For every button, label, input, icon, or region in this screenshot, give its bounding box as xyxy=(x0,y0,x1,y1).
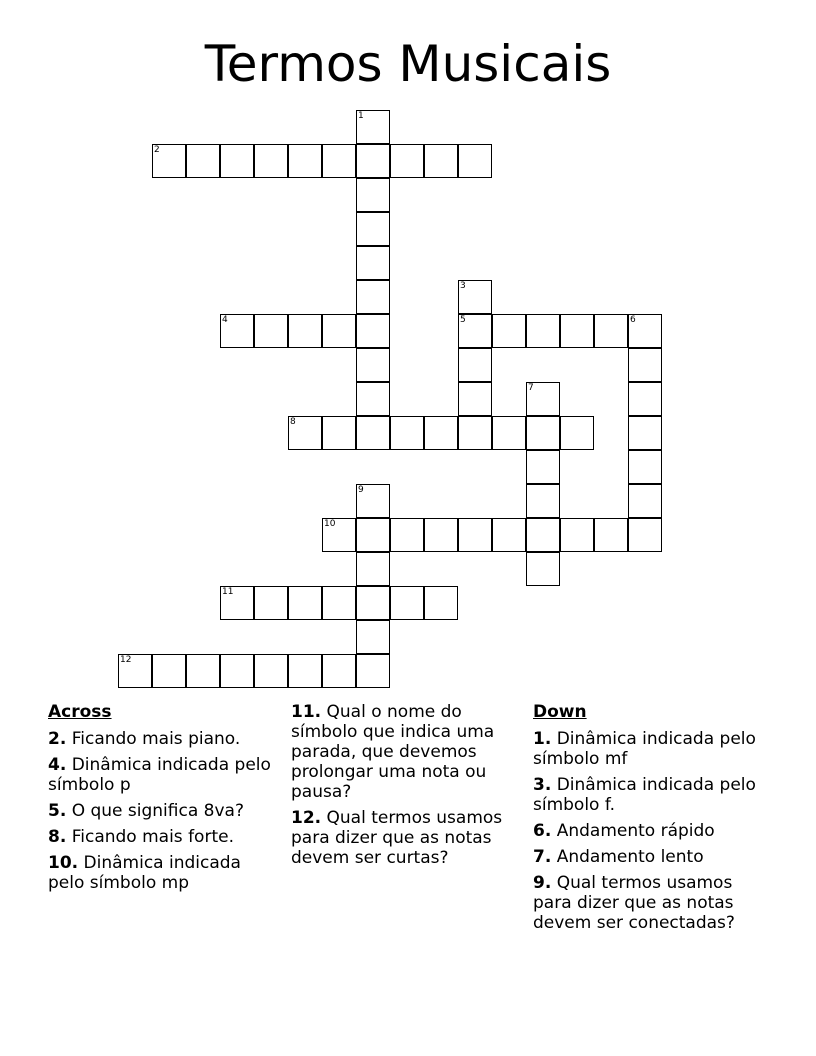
clue xyxy=(48,729,273,749)
clue-number: 11 xyxy=(222,587,234,597)
clue-text: Dinâmica indicada pelo símbolo p xyxy=(48,755,271,795)
clue xyxy=(48,853,273,893)
clue-number: 6 xyxy=(630,315,636,325)
clue xyxy=(48,755,273,795)
grid-cell[interactable] xyxy=(186,654,220,688)
clue-number: 10 xyxy=(324,519,336,529)
grid-cell[interactable] xyxy=(390,144,424,178)
grid-cell[interactable] xyxy=(356,620,390,654)
grid-cell[interactable] xyxy=(356,484,390,518)
grid-cell[interactable] xyxy=(526,450,560,484)
clue-text: Andamento rápido xyxy=(556,821,715,841)
grid-cell[interactable] xyxy=(560,314,594,348)
grid-cell[interactable] xyxy=(526,314,560,348)
grid-cell[interactable] xyxy=(628,450,662,484)
grid-cell[interactable] xyxy=(254,586,288,620)
grid-cell[interactable] xyxy=(322,144,356,178)
grid-cell[interactable] xyxy=(390,586,424,620)
clue-number: 8. xyxy=(48,827,67,847)
clue-number: 5 xyxy=(460,315,466,325)
grid-cell[interactable] xyxy=(220,586,254,620)
clue-number: 11. xyxy=(291,702,322,722)
grid-cell[interactable] xyxy=(458,280,492,314)
clue-number: 2 xyxy=(154,145,160,155)
clue-text: Ficando mais piano. xyxy=(71,729,241,749)
grid-cell[interactable] xyxy=(424,416,458,450)
grid-cell[interactable] xyxy=(356,552,390,586)
grid-cell[interactable] xyxy=(254,144,288,178)
grid-cell[interactable] xyxy=(526,416,560,450)
grid-cell[interactable] xyxy=(254,654,288,688)
clue-number: 3 xyxy=(460,281,466,291)
clue-text: Andamento lento xyxy=(556,847,704,867)
grid-cell[interactable] xyxy=(356,348,390,382)
grid-cell[interactable] xyxy=(424,518,458,552)
clue-text: Ficando mais forte. xyxy=(71,827,234,847)
clue-text: O que significa 8va? xyxy=(71,801,244,821)
grid-cell[interactable] xyxy=(458,144,492,178)
clue-number: 8 xyxy=(290,417,296,427)
clue xyxy=(291,808,519,868)
grid-cell[interactable] xyxy=(356,518,390,552)
grid-cell[interactable] xyxy=(118,654,152,688)
grid-cell[interactable] xyxy=(356,178,390,212)
grid-cell[interactable] xyxy=(356,212,390,246)
clue-number: 9. xyxy=(533,873,552,893)
grid-cell[interactable] xyxy=(254,314,288,348)
across-clues-column-2 xyxy=(291,702,519,874)
grid-cell[interactable] xyxy=(322,654,356,688)
grid-cell[interactable] xyxy=(322,586,356,620)
grid-cell[interactable] xyxy=(356,314,390,348)
clue-text: Qual termos usamos para dizer que as notas devem ser conectadas? xyxy=(533,873,735,933)
clue-number: 5. xyxy=(48,801,67,821)
grid-cell[interactable] xyxy=(594,518,628,552)
grid-cell[interactable] xyxy=(356,144,390,178)
grid-cell[interactable] xyxy=(628,348,662,382)
grid-cell[interactable] xyxy=(390,416,424,450)
clue-number: 1. xyxy=(533,729,552,749)
clue xyxy=(291,702,519,802)
grid-cell[interactable] xyxy=(288,144,322,178)
grid-cell[interactable] xyxy=(628,518,662,552)
grid-cell[interactable] xyxy=(356,416,390,450)
grid-cell[interactable] xyxy=(492,416,526,450)
clue-number: 12 xyxy=(120,655,132,665)
clue-text: Dinâmica indicada pelo símbolo mp xyxy=(48,853,241,893)
clue-number: 2. xyxy=(48,729,67,749)
grid-cell[interactable] xyxy=(220,314,254,348)
clue xyxy=(533,873,758,933)
down-clues-column xyxy=(533,702,758,939)
clue-number: 1 xyxy=(358,111,364,121)
grid-cell[interactable] xyxy=(492,314,526,348)
grid-cell[interactable] xyxy=(322,518,356,552)
clue-number: 3. xyxy=(533,775,552,795)
grid-cell[interactable] xyxy=(424,144,458,178)
grid-cell[interactable] xyxy=(356,654,390,688)
grid-cell[interactable] xyxy=(526,382,560,416)
grid-cell[interactable] xyxy=(356,246,390,280)
grid-cell[interactable] xyxy=(628,382,662,416)
grid-cell[interactable] xyxy=(186,144,220,178)
grid-cell[interactable] xyxy=(458,348,492,382)
grid-cell[interactable] xyxy=(288,586,322,620)
grid-cell[interactable] xyxy=(458,518,492,552)
clue xyxy=(48,801,273,821)
clue-number: 4. xyxy=(48,755,67,775)
clue-number: 7 xyxy=(528,383,534,393)
clue xyxy=(48,827,273,847)
grid-cell[interactable] xyxy=(458,416,492,450)
grid-cell[interactable] xyxy=(526,552,560,586)
clue-number: 7. xyxy=(533,847,552,867)
clue xyxy=(533,821,758,841)
grid-cell[interactable] xyxy=(492,518,526,552)
grid-cell[interactable] xyxy=(424,586,458,620)
grid-cell[interactable] xyxy=(288,416,322,450)
grid-cell[interactable] xyxy=(560,416,594,450)
grid-cell[interactable] xyxy=(356,110,390,144)
clue-text: Dinâmica indicada pelo símbolo f. xyxy=(533,775,756,815)
grid-cell[interactable] xyxy=(322,416,356,450)
grid-cell[interactable] xyxy=(458,314,492,348)
clue xyxy=(533,775,758,815)
grid-cell[interactable] xyxy=(458,382,492,416)
grid-cell[interactable] xyxy=(220,654,254,688)
grid-cell[interactable] xyxy=(560,518,594,552)
clue-number: 10. xyxy=(48,853,79,873)
page-title: Termos Musicais xyxy=(204,35,612,93)
grid-cell[interactable] xyxy=(152,654,186,688)
grid-cell[interactable] xyxy=(288,654,322,688)
grid-cell[interactable] xyxy=(356,382,390,416)
clue xyxy=(533,729,758,769)
clue-text: Qual o nome do símbolo que indica uma parada, que devemos prolongar uma nota ou pausa? xyxy=(291,702,495,802)
clue-number: 9 xyxy=(358,485,364,495)
grid-cell[interactable] xyxy=(628,314,662,348)
grid-cell[interactable] xyxy=(628,484,662,518)
grid-cell[interactable] xyxy=(288,314,322,348)
clue-number: 4 xyxy=(222,315,228,325)
grid-cell[interactable] xyxy=(526,484,560,518)
across-heading: Across xyxy=(48,702,112,722)
grid-cell[interactable] xyxy=(526,518,560,552)
down-heading: Down xyxy=(533,702,587,722)
across-clues-column-1 xyxy=(48,702,273,899)
grid-cell[interactable] xyxy=(356,280,390,314)
clue-number: 6. xyxy=(533,821,552,841)
grid-cell[interactable] xyxy=(594,314,628,348)
clue xyxy=(533,847,758,867)
grid-cell[interactable] xyxy=(628,416,662,450)
clue-number: 12. xyxy=(291,808,322,828)
clue-text: Qual termos usamos para dizer que as notas devem ser curtas? xyxy=(291,808,503,868)
grid-cell[interactable] xyxy=(322,314,356,348)
grid-cell[interactable] xyxy=(152,144,186,178)
grid-cell[interactable] xyxy=(220,144,254,178)
clue-text: Dinâmica indicada pelo símbolo mf xyxy=(533,729,756,769)
grid-cell[interactable] xyxy=(356,586,390,620)
grid-cell[interactable] xyxy=(390,518,424,552)
